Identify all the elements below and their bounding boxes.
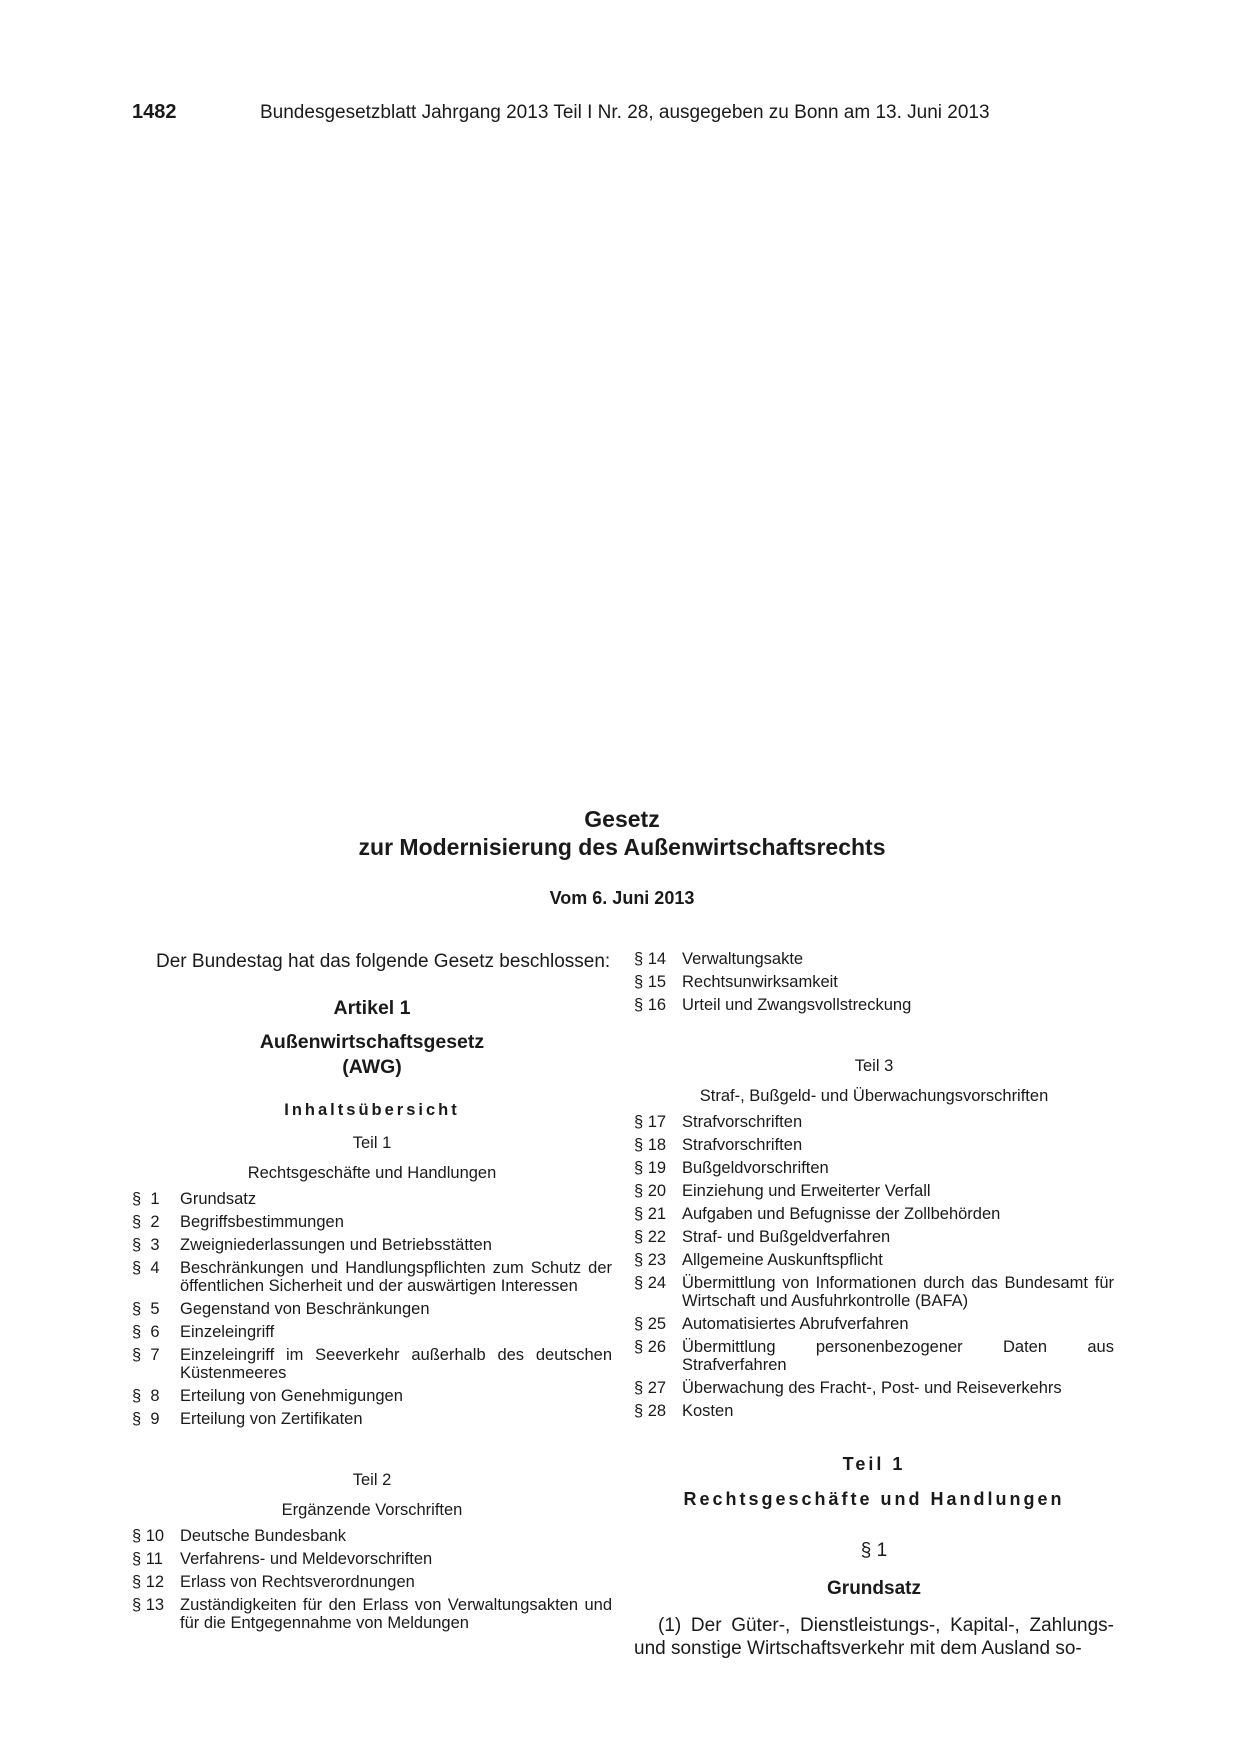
- gesetz-name: [132, 1030, 612, 1080]
- toc-item-number: § 12: [132, 1573, 165, 1591]
- toc-item: [132, 1236, 612, 1254]
- toc-item-text: Erlass von Rechtsverordnungen: [180, 1573, 415, 1591]
- toc-item: [634, 1379, 1114, 1397]
- toc-item: [634, 996, 1114, 1014]
- toc-teil2-title: Ergänzende Vorschriften: [281, 1501, 463, 1519]
- toc-item-text: Erteilung von Genehmigungen: [180, 1387, 403, 1405]
- toc-item: [132, 1300, 612, 1318]
- toc-item: [634, 1136, 1114, 1154]
- toc-item-number: § 18: [634, 1136, 667, 1154]
- toc-item-text: Aufgaben und Befugnisse der Zollbehörden: [682, 1205, 1001, 1223]
- toc-item-text: Kosten: [682, 1402, 734, 1420]
- toc-item-text: Automatisiertes Abrufverfahren: [682, 1315, 909, 1333]
- toc-item: [132, 1387, 612, 1405]
- toc-item-number: § 1: [132, 1190, 160, 1208]
- toc-item: [132, 1213, 612, 1231]
- toc-item-text: Beschränkungen und Handlungspflichten zum Schutz der öffentlichen Sicherheit und der auswärtigen Interessen: [180, 1259, 612, 1295]
- toc-item: [634, 1338, 1114, 1374]
- toc-item-text: Übermittlung personenbezogener Daten aus Strafverfahren: [682, 1338, 1114, 1374]
- left-column: [132, 950, 612, 1637]
- toc-item-text: Begriffsbestimmungen: [180, 1213, 344, 1231]
- toc-item-number: § 11: [132, 1550, 163, 1568]
- toc-teil2-list: [132, 1527, 612, 1632]
- gesetz-name-line2: (AWG): [342, 1056, 402, 1078]
- page-header: [132, 101, 1112, 125]
- paragraph-title: Grundsatz: [827, 1578, 921, 1599]
- toc-item-text: Bußgeldvorschriften: [682, 1159, 829, 1177]
- toc-item-text: Einziehung und Erweiterter Verfall: [682, 1182, 931, 1200]
- toc-heading: Inhaltsübersicht: [284, 1101, 460, 1119]
- toc-teil1-label: Teil 1: [352, 1134, 392, 1152]
- toc-item-number: § 9: [132, 1410, 160, 1428]
- toc-item: [634, 1113, 1114, 1131]
- toc-item-text: Urteil und Zwangsvollstreckung: [682, 996, 912, 1014]
- right-column: [634, 950, 1114, 1679]
- toc-item-number: § 3: [132, 1236, 160, 1254]
- toc-teil3-list: [634, 1113, 1114, 1420]
- toc-item-number: § 6: [132, 1323, 160, 1341]
- toc-item-number: § 7: [132, 1346, 160, 1364]
- toc-item-number: § 20: [634, 1182, 667, 1200]
- toc-item-number: § 17: [634, 1113, 667, 1131]
- toc-item-text: Einzeleingriff: [180, 1323, 275, 1341]
- toc-item-text: Verfahrens- und Meldevorschriften: [180, 1550, 433, 1568]
- toc-item: [132, 1573, 612, 1591]
- toc-item-number: § 14: [634, 950, 667, 968]
- toc-item: [132, 1410, 612, 1428]
- toc-item: [634, 1251, 1114, 1269]
- main-teil-heading: Teil 1: [842, 1454, 906, 1474]
- toc-item-text: Allgemeine Auskunftspflicht: [682, 1251, 883, 1269]
- toc-teil1-title: Rechtsgeschäfte und Handlungen: [247, 1164, 497, 1182]
- toc-item-number: § 21: [634, 1205, 667, 1223]
- running-title: Bundesgesetzblatt Jahrgang 2013 Teil I Nr. 28, ausgegeben zu Bonn am 13. Juni 2013: [260, 102, 990, 123]
- toc-item: [634, 973, 1114, 991]
- law-title-line1: Gesetz: [584, 806, 660, 832]
- toc-item-number: § 26: [634, 1338, 667, 1356]
- toc-teil2-cont-list: [634, 950, 1114, 1014]
- toc-item-number: § 15: [634, 973, 667, 991]
- toc-item-text: Rechtsunwirksamkeit: [682, 973, 838, 991]
- toc-teil2-label: Teil 2: [352, 1471, 392, 1489]
- toc-item: [634, 1274, 1114, 1310]
- toc-item: [132, 1259, 612, 1295]
- toc-item-text: Übermittlung von Informationen durch das Bundesamt für Wirtschaft und Ausfuhrkontrolle (BAFA): [682, 1274, 1114, 1310]
- toc-item-number: § 8: [132, 1387, 160, 1405]
- toc-item-text: Straf- und Bußgeldverfahren: [682, 1228, 891, 1246]
- toc-item-text: Zweigniederlassungen und Betriebsstätten: [180, 1236, 492, 1254]
- toc-item-number: § 2: [132, 1213, 160, 1231]
- toc-item-text: Erteilung von Zertifikaten: [180, 1410, 363, 1428]
- law-date: Vom 6. Juni 2013: [549, 888, 695, 908]
- toc-item: [634, 1205, 1114, 1223]
- toc-item-number: § 27: [634, 1379, 667, 1397]
- main-teil-title: Rechtsgeschäfte und Handlungen: [683, 1489, 1065, 1509]
- toc-item-text: Strafvorschriften: [682, 1113, 803, 1131]
- toc-item-text: Einzeleingriff im Seeverkehr außerhalb des deutschen Küstenmeeres: [180, 1346, 612, 1382]
- toc-item: [132, 1190, 612, 1208]
- toc-item-number: § 10: [132, 1527, 165, 1545]
- toc-item-text: Deutsche Bundesbank: [180, 1527, 347, 1545]
- toc-item-number: § 5: [132, 1300, 160, 1318]
- toc-item-number: § 28: [634, 1402, 667, 1420]
- toc-teil3-label: Teil 3: [854, 1057, 894, 1075]
- law-title-line2: zur Modernisierung des Außenwirtschaftsrechts: [358, 834, 886, 860]
- paragraph-body: (1) Der Güter-, Dienstleistungs-, Kapital-, Zahlungs- und sonstige Wirtschaftsverkehr mit dem Ausland so-: [634, 1615, 1114, 1659]
- toc-item: [634, 1159, 1114, 1177]
- toc-teil3-title: Straf-, Bußgeld- und Überwachungsvorschriften: [699, 1087, 1049, 1105]
- toc-item-number: § 19: [634, 1159, 667, 1177]
- toc-item-number: § 23: [634, 1251, 667, 1269]
- toc-teil1-list: [132, 1190, 612, 1428]
- intro-text: Der Bundestag hat das folgende Gesetz beschlossen:: [156, 951, 611, 972]
- law-title-block: [132, 805, 1112, 909]
- toc-item: [132, 1550, 612, 1568]
- toc-item-number: § 25: [634, 1315, 667, 1333]
- paragraph-number: § 1: [860, 1540, 888, 1561]
- toc-item-text: Strafvorschriften: [682, 1136, 803, 1154]
- toc-item: [132, 1596, 612, 1632]
- toc-item-number: § 16: [634, 996, 667, 1014]
- toc-item: [634, 1315, 1114, 1333]
- toc-item: [634, 1182, 1114, 1200]
- toc-item: [132, 1323, 612, 1341]
- toc-item: [132, 1527, 612, 1545]
- gesetz-name-line1: Außenwirtschaftsgesetz: [259, 1031, 485, 1053]
- toc-item: [634, 1402, 1114, 1420]
- page-number: 1482: [132, 101, 177, 123]
- toc-item: [634, 950, 1114, 968]
- toc-item-number: § 4: [132, 1259, 160, 1277]
- artikel-heading: Artikel 1: [333, 997, 411, 1019]
- toc-item-number: § 13: [132, 1596, 165, 1614]
- toc-item-text: Verwaltungsakte: [682, 950, 804, 968]
- toc-item-text: Gegenstand von Beschränkungen: [180, 1300, 430, 1318]
- toc-item-text: Zuständigkeiten für den Erlass von Verwaltungsakten und für die Entgegennahme von Meldungen: [180, 1596, 612, 1632]
- toc-item: [132, 1346, 612, 1382]
- toc-item: [634, 1228, 1114, 1246]
- toc-item-text: Überwachung des Fracht-, Post- und Reiseverkehrs: [682, 1379, 1062, 1397]
- toc-item-text: Grundsatz: [180, 1190, 257, 1208]
- toc-item-number: § 24: [634, 1274, 667, 1292]
- toc-item-number: § 22: [634, 1228, 667, 1246]
